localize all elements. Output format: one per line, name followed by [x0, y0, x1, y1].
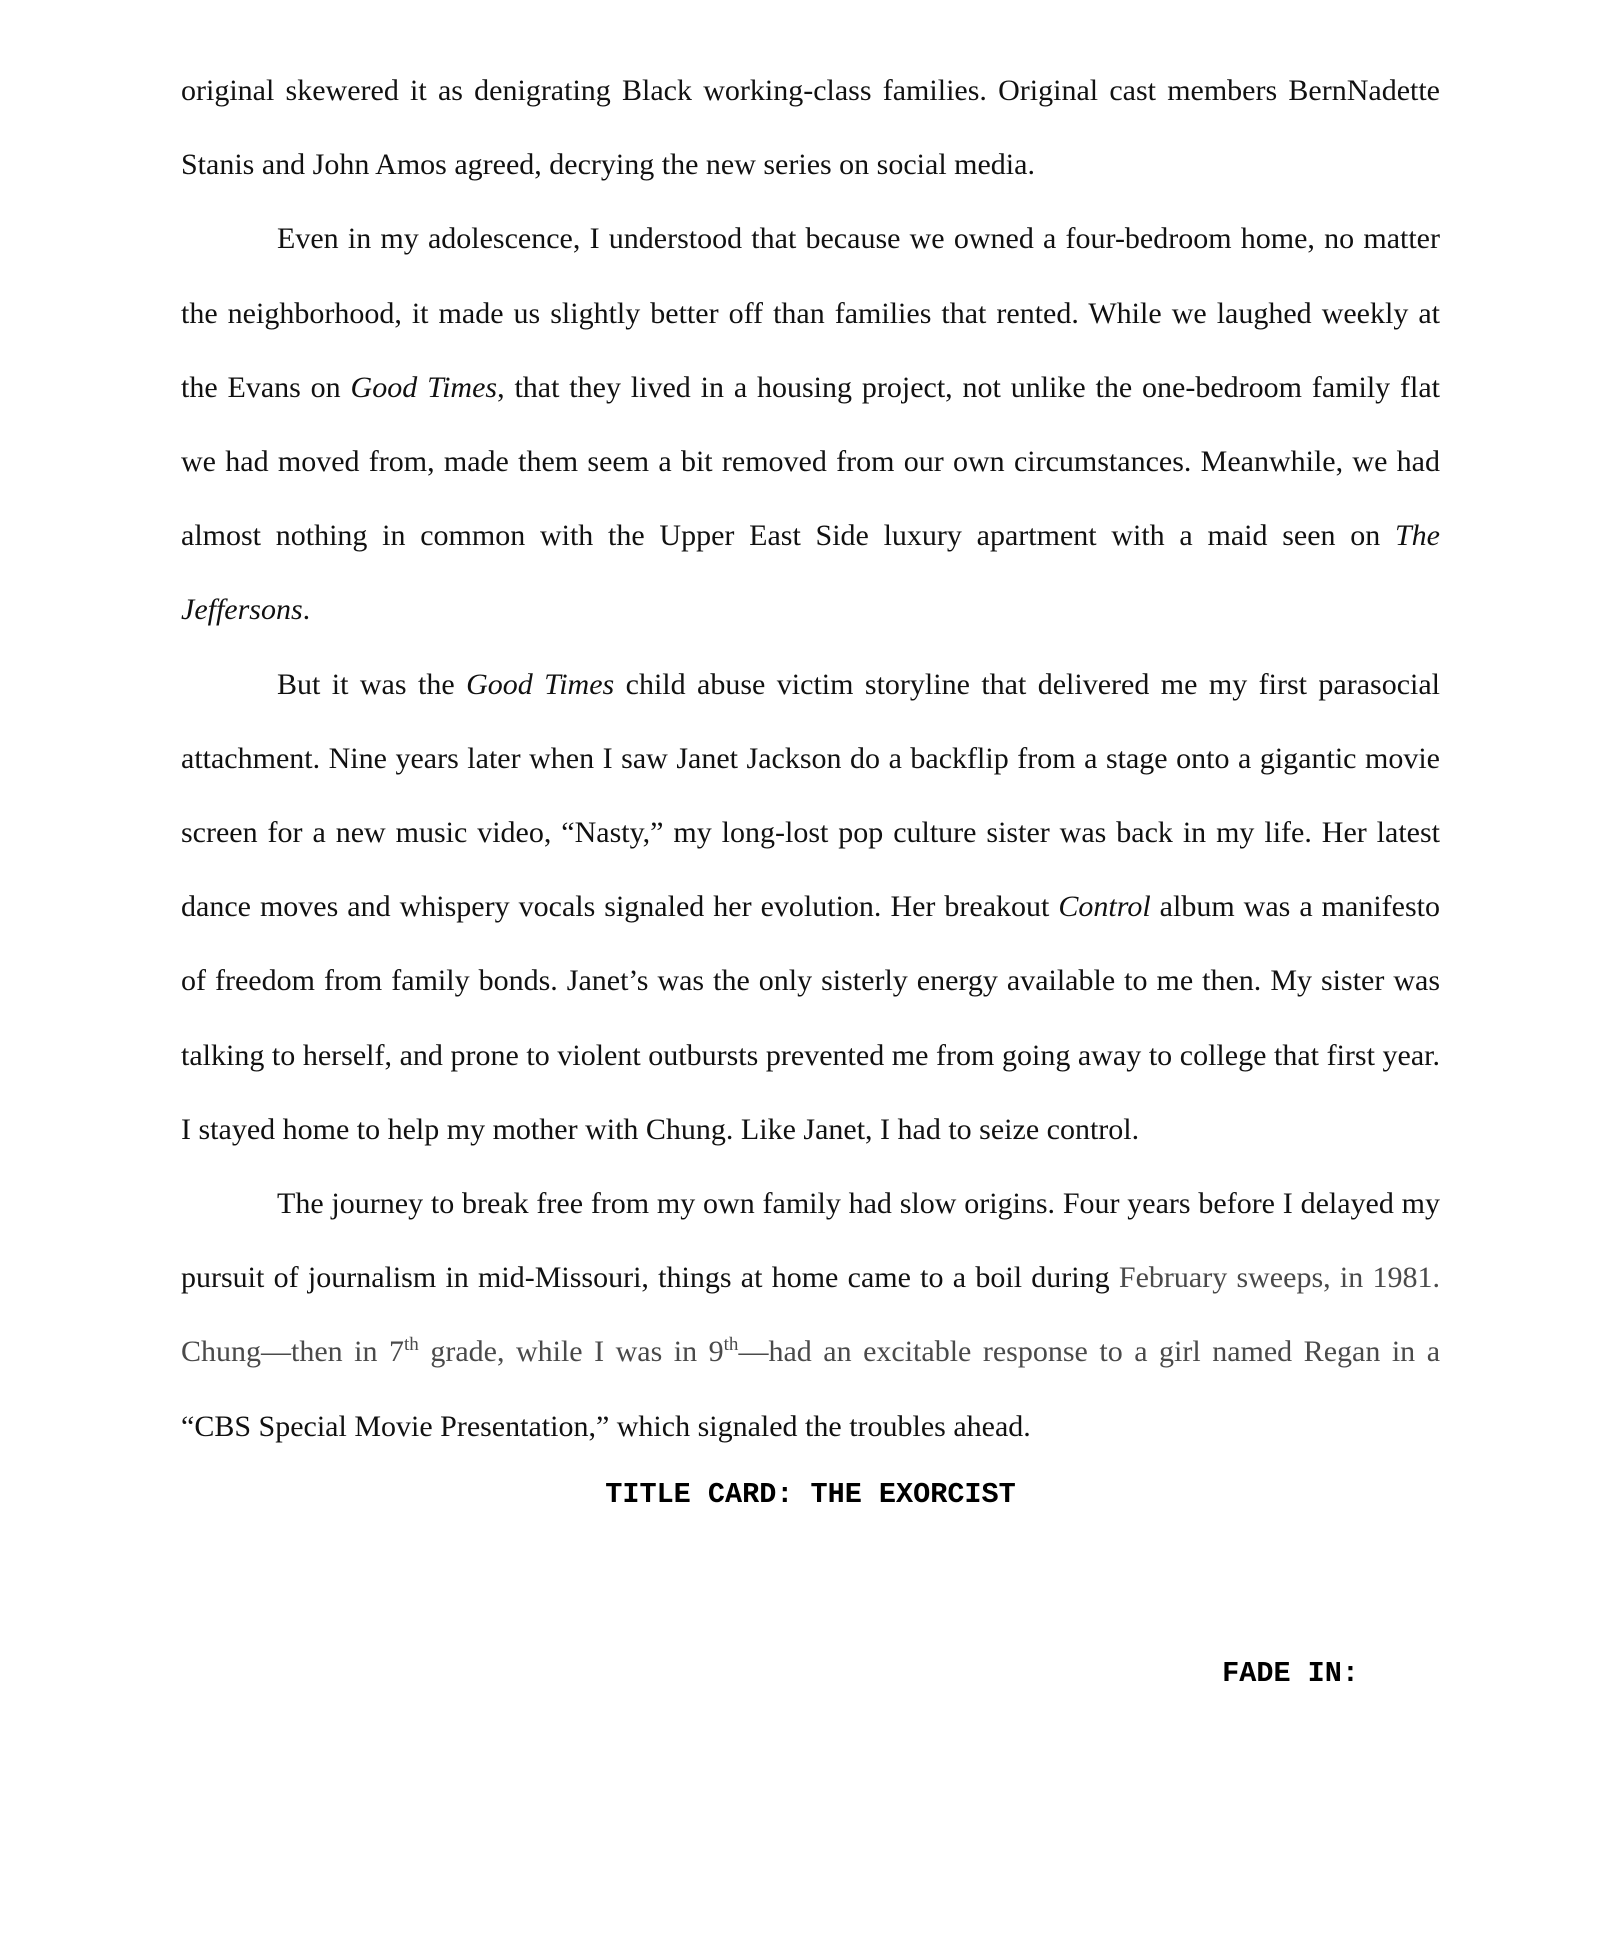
paragraph-1	[181, 54, 1440, 202]
show-title-good-times: Good Times	[350, 370, 498, 404]
show-title-the-jeffersons: The Jeffersons	[181, 519, 1440, 627]
paragraph-4-gray-text-2: grade, while I was in 9	[418, 1335, 724, 1369]
ordinal-suffix-2: th	[723, 1334, 739, 1356]
fade-in-transition: FADE IN:	[1222, 1657, 1359, 1690]
paragraph-4-text-a: The journey to break free from my own family had slow origins. Four years before I delayed my pursuit of journalism in mid-Missouri, things at home came to a boil during	[181, 1187, 1440, 1295]
paragraph-2-text-a: Even in my adolescence, I understood that because we owned a four-bedroom home, no matter the neighborhood, it made us slightly better off than families that rented. While we laughed weekly at the Evans on	[181, 222, 1440, 404]
paragraph-3-text-a: But it was the	[277, 667, 467, 701]
paragraph-3-text-c: album was a manifesto of freedom from family bonds. Janet’s was the only sisterly energy available to me then. My sister was talking to herself, and prone to violent outbursts prevented me from going away to college that first year. I stayed home to help my mother with Chung. Like Janet, I had to seize control.	[181, 890, 1440, 1146]
manuscript-page	[181, 54, 1441, 1690]
paragraph-3	[181, 648, 1440, 1167]
album-title-control: Control	[1058, 890, 1151, 924]
title-card: TITLE CARD: THE EXORCIST	[605, 1477, 1016, 1511]
paragraph-1-text: original skewered it as denigrating Black working-class families. Original cast members BernNadette Stanis and John Amos agreed, decrying the new series on social media.	[181, 74, 1440, 182]
paragraph-2	[181, 202, 1440, 647]
paragraph-4	[181, 1167, 1440, 1464]
ordinal-suffix-1: th	[404, 1334, 419, 1356]
paragraph-2-text-c: .	[302, 593, 311, 627]
paragraph-4-gray-text-1: February sweeps, in 1981. Chung—then in 7	[181, 1261, 1440, 1369]
show-title-good-times-2: Good Times	[466, 667, 615, 701]
paragraph-3-text-b: child abuse victim storyline that delivered me my first parasocial attachment. Nine years later when I saw Janet Jackson do a backflip from a stage onto a gigantic movie screen for a new music video, “Nasty,” my long-lost pop culture sister was back in my life. Her latest dance moves and whispery vocals signaled her evolution. Her breakout	[181, 667, 1440, 924]
paragraph-4-gray-text-3: —had an excitable response to a girl named Regan in a	[738, 1335, 1441, 1369]
paragraph-4-text-c: “CBS Special Movie Presentation,” which signaled the troubles ahead.	[181, 1409, 1031, 1443]
paragraph-2-text-b: , that they lived in a housing project, not unlike the one-bedroom family flat we had moved from, made them seem a bit removed from our own circumstances. Meanwhile, we had almost nothing in common with the Upper East Side luxury apartment with a maid seen on	[181, 370, 1441, 553]
